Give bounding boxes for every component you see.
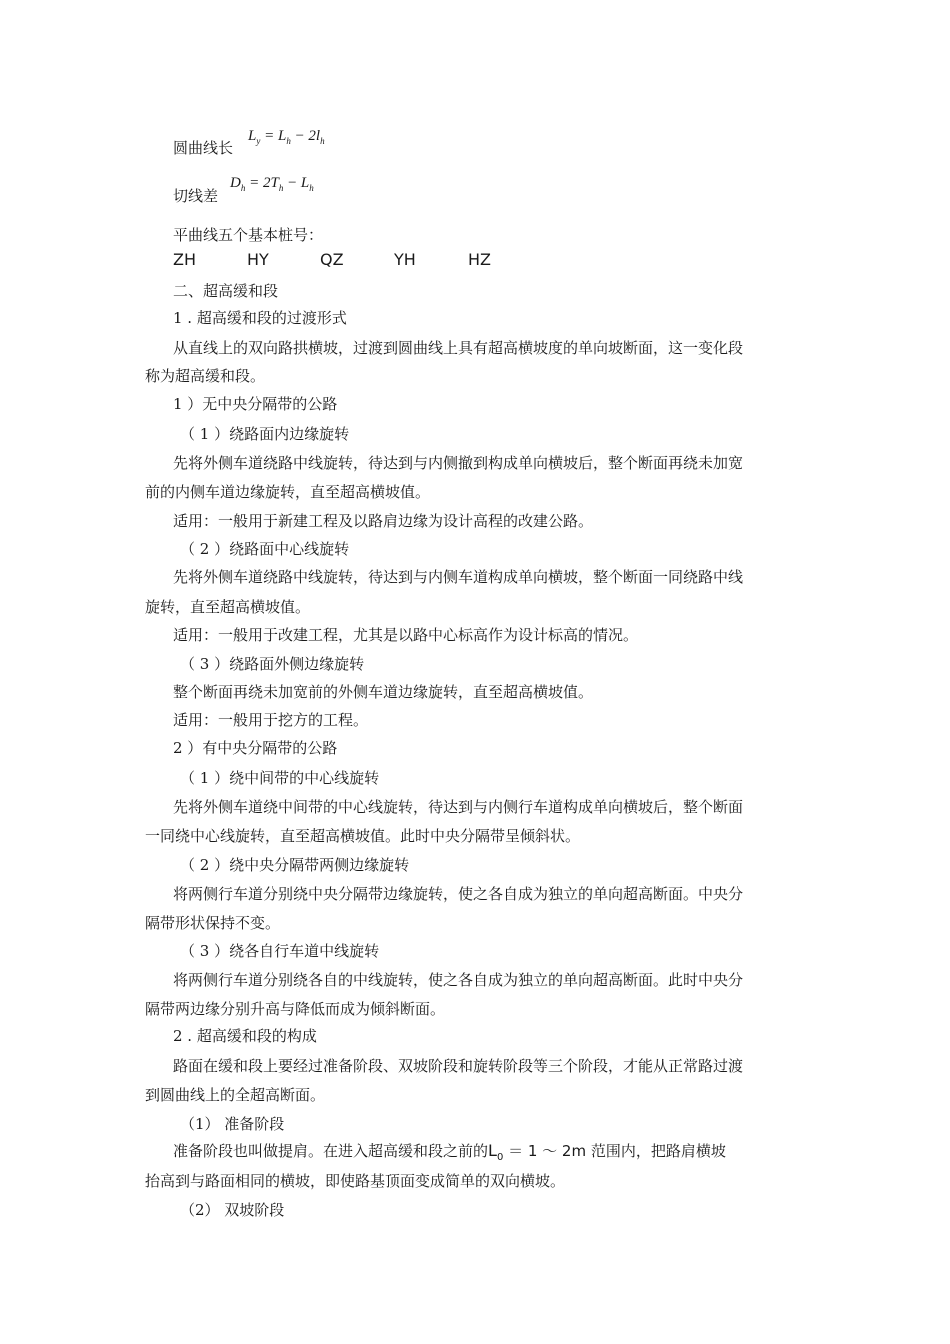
stake-qz: QZ bbox=[320, 250, 344, 269]
case-2-1-para-2: 一同绕中心线旋转，直至超高横坡值。此时中央分隔带呈倾斜状。 bbox=[145, 827, 581, 845]
stake-hy: HY bbox=[247, 250, 269, 269]
definition-line-2: 称为超高缓和段。 bbox=[145, 367, 266, 385]
case-1-3-apply: 适用：一般用于挖方的工程。 bbox=[173, 711, 369, 729]
case-1-2-para-1: 先将外侧车道绕路中线旋转，待达到与内侧车道构成单向横坡，整个断面一同绕路中线 bbox=[173, 568, 744, 586]
case-1-heading: 1 ）无中央分隔带的公路 bbox=[173, 395, 338, 413]
case-2-2-para-1: 将两侧行车道分别绕中央分隔带边缘旋转，使之各自成为独立的单向超高断面。中央分 bbox=[173, 885, 744, 903]
circle-length-label: 圆曲线长 bbox=[173, 139, 234, 157]
case-1-1-title: （ 1 ）绕路面内边缘旋转 bbox=[180, 425, 350, 443]
section-heading: 二、超高缓和段 bbox=[173, 282, 279, 300]
composition-para-2: 到圆曲线上的全超高断面。 bbox=[145, 1086, 326, 1104]
case-2-heading: 2 ）有中央分隔带的公路 bbox=[173, 739, 338, 757]
case-1-1-para-2: 前的内侧车道边缘旋转，直至超高横坡值。 bbox=[145, 483, 431, 501]
stakes-intro: 平曲线五个基本桩号： bbox=[173, 226, 324, 244]
case-1-2-title: （ 2 ）绕路面中心线旋转 bbox=[180, 540, 350, 558]
subsection-2-heading: 2 . 超高缓和段的构成 bbox=[173, 1027, 317, 1045]
stage-1-title: （1） 准备阶段 bbox=[180, 1115, 285, 1133]
case-2-2-para-2: 隔带形状保持不变。 bbox=[145, 914, 281, 932]
stake-hz: HZ bbox=[468, 250, 491, 269]
case-2-1-title: （ 1 ）绕中间带的中心线旋转 bbox=[180, 769, 380, 787]
composition-para-1: 路面在缓和段上要经过准备阶段、双坡阶段和旋转阶段等三个阶段，才能从正常路过渡 bbox=[173, 1057, 744, 1075]
l0-range: ＝ 1 ～ 2m bbox=[503, 1142, 591, 1160]
stake-yh: YH bbox=[394, 250, 416, 269]
case-1-2-para-2: 旋转，直至超高横坡值。 bbox=[145, 598, 311, 616]
case-1-1-apply: 适用：一般用于新建工程及以路肩边缘为设计高程的改建公路。 bbox=[173, 512, 594, 530]
case-2-3-para-1: 将两侧行车道分别绕各自的中线旋转，使之各自成为独立的单向超高断面。此时中央分 bbox=[173, 971, 744, 989]
tangent-diff-formula: $D_h = 2T_h - L_h$ bbox=[230, 175, 314, 193]
case-1-3-para-1: 整个断面再绕未加宽前的外侧车道边缘旋转，直至超高横坡值。 bbox=[173, 683, 594, 701]
stage-1-text-b: 范围内，把路肩横坡 bbox=[590, 1142, 726, 1160]
stage-2-title: （2） 双坡阶段 bbox=[180, 1201, 285, 1219]
case-2-1-para-1: 先将外侧车道绕中间带的中心线旋转，待达到与内侧行车道构成单向横坡后，整个断面 bbox=[173, 798, 744, 816]
case-2-2-title: （ 2 ）绕中央分隔带两侧边缘旋转 bbox=[180, 856, 410, 874]
stage-1-para-1 bbox=[173, 1141, 726, 1168]
definition-line-1: 从直线上的双向路拱横坡，过渡到圆曲线上具有超高横坡度的单向坡断面，这一变化段 bbox=[173, 339, 744, 357]
stake-list bbox=[173, 250, 533, 272]
tangent-diff-label: 切线差 bbox=[173, 187, 219, 205]
case-1-1-para-1: 先将外侧车道绕路中线旋转，待达到与内侧撤到构成单向横坡后，整个断面再绕未加宽 bbox=[173, 454, 744, 472]
case-1-2-apply: 适用：一般用于改建工程，尤其是以路中心标高作为设计标高的情况。 bbox=[173, 626, 639, 644]
stake-zh: ZH bbox=[173, 250, 196, 269]
stage-1-para-2: 抬高到与路面相同的横坡，即使路基顶面变成简单的双向横坡。 bbox=[145, 1172, 566, 1190]
case-1-3-title: （ 3 ）绕路面外侧边缘旋转 bbox=[180, 655, 365, 673]
l0-symbol: $L_0$ bbox=[488, 1141, 504, 1164]
stage-1-text-a: 准备阶段也叫做提肩。在进入超高缓和段之前的 bbox=[173, 1142, 489, 1160]
case-2-3-para-2: 隔带两边缘分别升高与降低而成为倾斜断面。 bbox=[145, 1000, 446, 1018]
subsection-1-heading: 1 . 超高缓和段的过渡形式 bbox=[173, 309, 347, 327]
case-2-3-title: （ 3 ）绕各自行车道中线旋转 bbox=[180, 942, 380, 960]
circle-length-formula: $L_y = L_h - 2l_h$ bbox=[248, 128, 325, 146]
